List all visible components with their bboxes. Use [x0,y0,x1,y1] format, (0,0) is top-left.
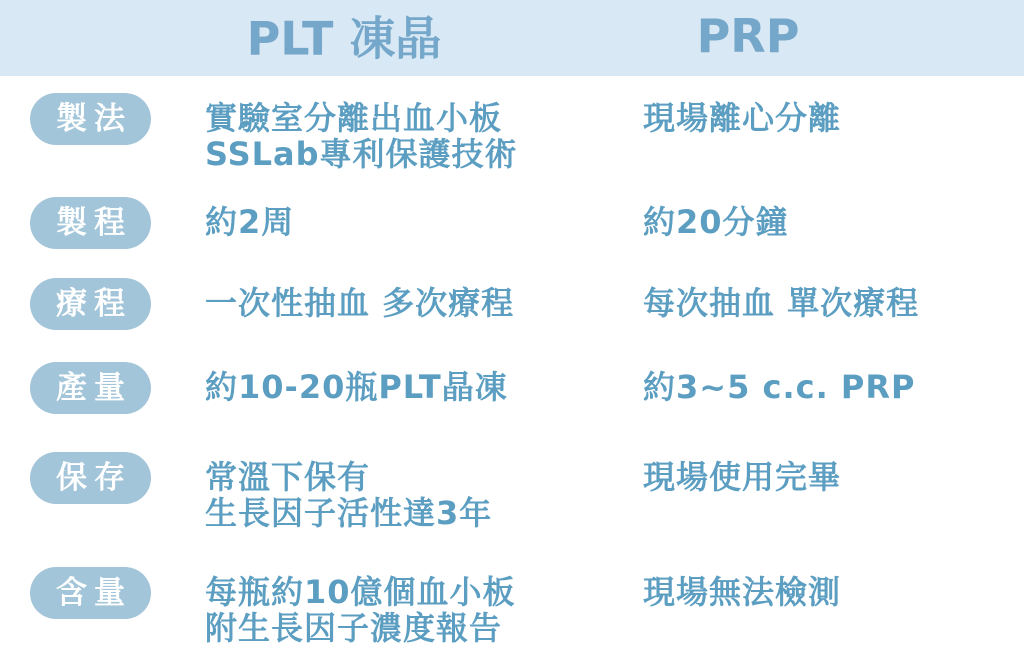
prp-cell [643,459,841,495]
plt-cell [205,574,516,646]
table-row [0,278,1024,330]
row-label: 保存 [56,459,132,496]
prp-cell [643,574,841,610]
table-row [0,362,1024,414]
row-label-pill [30,452,151,504]
cell-line: 實驗室分離出血小板 [205,99,503,137]
cell-line: 約10-20瓶PLT晶凍 [205,368,508,406]
cell-line: 每瓶約10億個血小板 [205,573,516,611]
cell-line: 附生長因子濃度報告 [205,609,503,647]
row-label-pill [30,278,151,330]
table-row [0,567,1024,647]
cell-line: 現場無法檢測 [643,573,842,611]
plt-cell [205,285,514,321]
cell-line: 每次抽血 單次療程 [643,284,920,322]
cell-line: 約20分鐘 [643,203,789,241]
cell-line: 生長因子活性達3年 [205,494,493,532]
plt-cell [205,100,518,172]
cell-line: 常溫下保有 [205,458,371,496]
row-label: 產量 [56,369,132,406]
prp-cell [643,285,919,321]
plt-cell [205,369,508,405]
cell-line: 約3~5 c.c. PRP [643,368,916,406]
prp-cell [643,204,789,240]
row-label-pill [30,93,151,145]
column-header-prp: PRP [696,8,800,63]
prp-cell [643,369,915,405]
column-header-plt: PLT 凍晶 [246,11,442,66]
plt-cell [205,204,294,240]
row-label: 療程 [56,285,132,322]
plt-cell [205,459,492,531]
row-label-pill [30,197,151,249]
row-label: 製程 [56,204,132,241]
row-label-pill [30,567,151,619]
cell-line: 約2周 [205,203,295,241]
table-row [0,197,1024,249]
cell-line: 現場使用完畢 [643,458,842,496]
row-label-pill [30,362,151,414]
table-row [0,93,1024,173]
row-label: 製法 [56,100,132,137]
cell-line: 現場離心分離 [643,99,842,137]
cell-line: 一次性抽血 多次療程 [205,284,515,322]
cell-line: SSLab專利保護技術 [205,135,518,173]
row-label: 含量 [56,574,132,611]
table-row [0,452,1024,532]
prp-cell [643,100,841,136]
